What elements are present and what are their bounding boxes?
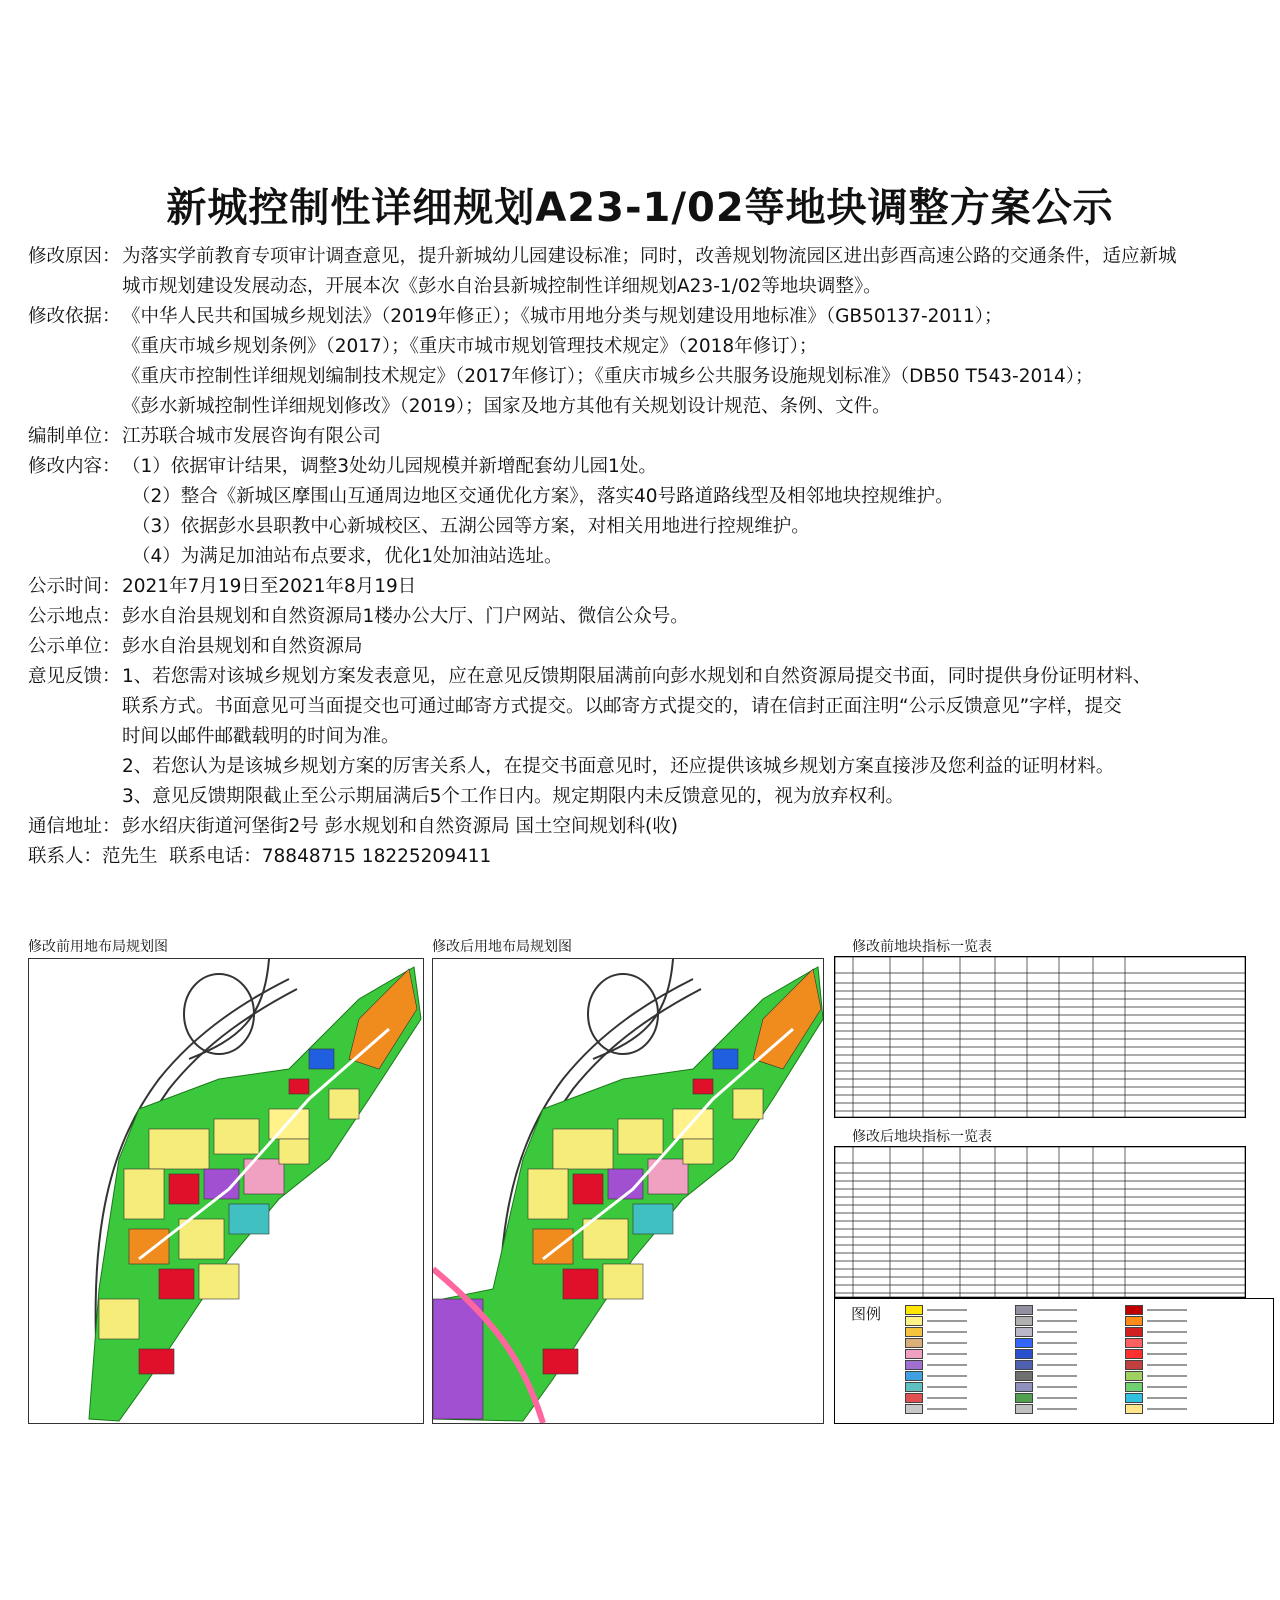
feedback-line: 3、意见反馈期限截止至公示期届满后5个工作日内。规定期限内未反馈意见的，视为放弃权利。	[122, 786, 905, 807]
legend-item	[1015, 1305, 1077, 1315]
legend-label-line	[1037, 1353, 1077, 1355]
before-land-use-map[interactable]	[28, 958, 424, 1424]
feedback-row	[28, 662, 1258, 812]
legend-box	[834, 1298, 1274, 1424]
legend-label-line	[1147, 1386, 1187, 1388]
legend-label-line	[1037, 1397, 1077, 1399]
legend-swatch	[1015, 1371, 1033, 1381]
legend-label-line	[927, 1353, 967, 1355]
legend-swatch	[1125, 1305, 1143, 1315]
legend-label-line	[1147, 1331, 1187, 1333]
content-label: 修改内容：	[28, 456, 121, 477]
legend-item	[905, 1305, 967, 1315]
org-value: 彭水自治县规划和自然资源局	[122, 636, 363, 657]
legend-label-line	[1037, 1342, 1077, 1344]
legend-swatch	[1015, 1404, 1033, 1414]
legend-swatch	[1015, 1393, 1033, 1403]
basis-line: 《彭水新城控制性详细规划修改》（2019）；国家及地方其他有关规划设计规范、条例、文件。	[122, 396, 891, 417]
legend-item	[905, 1371, 967, 1381]
legend-swatch	[905, 1393, 923, 1403]
address-value: 彭水绍庆街道河堡街2号 彭水规划和自然资源局 国土空间规划科(收)	[122, 816, 678, 837]
legend-item	[1015, 1404, 1077, 1414]
after-map-caption: 修改后用地布局规划图	[432, 939, 572, 955]
legend-item	[1015, 1338, 1077, 1348]
legend-swatch	[1015, 1382, 1033, 1392]
legend-swatch	[1015, 1349, 1033, 1359]
legend-swatch	[1015, 1360, 1033, 1370]
time-row	[28, 572, 1258, 602]
basis-line: 《重庆市城乡规划条例》（2017）；《重庆市城市规划管理技术规定》（2018年修订）；	[122, 336, 818, 357]
legend-swatch	[1125, 1349, 1143, 1359]
unit-value: 江苏联合城市发展咨询有限公司	[122, 426, 382, 447]
legend-label-line	[927, 1309, 967, 1311]
legend-label-line	[1147, 1408, 1187, 1410]
reason-row	[28, 242, 1258, 272]
legend-label-line	[927, 1342, 967, 1344]
legend-label-line	[927, 1386, 967, 1388]
reason-label: 修改原因：	[28, 246, 121, 267]
after-indicator-table	[834, 1146, 1246, 1298]
legend-item	[1125, 1305, 1187, 1315]
reason-line: 城市规划建设发展动态，开展本次《彭水自治县新城控制性详细规划A23-1/02等地块调整》。	[122, 276, 882, 297]
content-line: （4）为满足加油站布点要求，优化1处加油站选址。	[132, 546, 563, 567]
legend-label-line	[927, 1320, 967, 1322]
legend-label-line	[1037, 1331, 1077, 1333]
feedback-line: 时间以邮件邮戳载明的时间为准。	[122, 726, 400, 747]
legend-label-line	[1147, 1397, 1187, 1399]
place-row	[28, 602, 1258, 632]
legend-swatch	[1015, 1338, 1033, 1348]
feedback-line: 2、若您认为是该城乡规划方案的厉害关系人，在提交书面意见时，还应提供该城乡规划方案直接涉及您利益的证明材料。	[122, 756, 1115, 777]
basis-line: 《重庆市控制性详细规划编制技术规定》（2017年修订）；《重庆市城乡公共服务设施规划标准》（DB50 T543-2014）；	[122, 366, 1094, 387]
content-line: （1）依据审计结果，调整3处幼儿园规模并新增配套幼儿园1处。	[122, 456, 657, 477]
contact-text: 联系人：范先生 联系电话：78848715 18225209411	[28, 846, 492, 867]
reason-line: 为落实学前教育专项审计调查意见，提升新城幼儿园建设标准；同时，改善规划物流园区进出彭酉高速公路的交通条件，适应新城	[122, 246, 1177, 267]
legend-item	[1125, 1393, 1187, 1403]
page-title: 新城控制性详细规划A23-1/02等地块调整方案公示	[166, 185, 1114, 231]
before-map-caption: 修改前用地布局规划图	[28, 939, 168, 955]
legend-label-line	[1147, 1342, 1187, 1344]
legend-label-line	[1147, 1353, 1187, 1355]
before-table-title: 修改前地块指标一览表	[852, 939, 992, 955]
before-indicator-table	[834, 956, 1246, 1118]
legend-item	[1015, 1316, 1077, 1326]
legend-label-line	[1037, 1386, 1077, 1388]
legend-item	[1125, 1404, 1187, 1414]
feedback-line: 联系方式。书面意见可当面提交也可通过邮寄方式提交。以邮寄方式提交的，请在信封正面注明“公示反馈意见”字样，提交	[122, 696, 1122, 717]
content-line: （2）整合《新城区摩围山互通周边地区交通优化方案》，落实40号路道路线型及相邻地块控规维护。	[132, 486, 954, 507]
address-row	[28, 812, 1258, 842]
legend-item	[1015, 1371, 1077, 1381]
legend-swatch	[1125, 1371, 1143, 1381]
legend-swatch	[1125, 1316, 1143, 1326]
legend-label-line	[1037, 1375, 1077, 1377]
legend-item	[905, 1316, 967, 1326]
legend-item	[905, 1349, 967, 1359]
feedback-label: 意见反馈：	[28, 666, 121, 687]
legend-label-line	[1037, 1364, 1077, 1366]
legend-swatch	[1125, 1404, 1143, 1414]
notice-body	[28, 242, 1258, 872]
legend-item	[1125, 1327, 1187, 1337]
time-value: 2021年7月19日至2021年8月19日	[122, 576, 417, 597]
content-row	[28, 452, 1258, 572]
legend-label-line	[927, 1408, 967, 1410]
legend-swatch	[1125, 1382, 1143, 1392]
org-row	[28, 632, 1258, 662]
legend-swatch	[1015, 1327, 1033, 1337]
legend-label-line	[927, 1397, 967, 1399]
legend-item	[1015, 1360, 1077, 1370]
legend-swatch	[905, 1404, 923, 1414]
content-line: （3）依据彭水县职教中心新城校区、五湖公园等方案，对相关用地进行控规维护。	[132, 516, 810, 537]
basis-label: 修改依据：	[28, 306, 121, 327]
legend-item	[905, 1327, 967, 1337]
basis-row	[28, 302, 1258, 422]
legend-item	[1125, 1360, 1187, 1370]
legend-swatch	[905, 1305, 923, 1315]
legend-label-line	[1147, 1309, 1187, 1311]
before-table-grid	[835, 957, 1245, 1117]
basis-line: 《中华人民共和国城乡规划法》（2019年修正）；《城市用地分类与规划建设用地标准》（GB50137-2011）；	[122, 306, 1003, 327]
unit-row	[28, 422, 1258, 452]
legend-item	[1015, 1382, 1077, 1392]
after-map-graphic	[433, 959, 823, 1423]
before-map-graphic	[29, 959, 423, 1423]
after-land-use-map[interactable]	[432, 958, 824, 1424]
after-table-title: 修改后地块指标一览表	[852, 1129, 992, 1145]
legend-item	[1015, 1393, 1077, 1403]
legend-label-line	[1147, 1375, 1187, 1377]
legend-swatch	[905, 1338, 923, 1348]
legend-swatch	[1125, 1327, 1143, 1337]
legend-swatch	[905, 1360, 923, 1370]
legend-swatch	[1015, 1316, 1033, 1326]
legend-item	[1125, 1371, 1187, 1381]
place-label: 公示地点：	[28, 606, 121, 627]
legend-title: 图例	[851, 1305, 882, 1323]
address-label: 通信地址：	[28, 816, 121, 837]
legend-item	[905, 1338, 967, 1348]
contact-row	[28, 842, 1258, 872]
legend-item	[1015, 1327, 1077, 1337]
legend-swatch	[1125, 1360, 1143, 1370]
legend-label-line	[1147, 1320, 1187, 1322]
legend-item	[1125, 1316, 1187, 1326]
legend-item	[905, 1393, 967, 1403]
place-value: 彭水自治县规划和自然资源局1楼办公大厅、门户网站、微信公众号。	[122, 606, 689, 627]
legend-swatch	[905, 1382, 923, 1392]
legend-label-line	[1037, 1408, 1077, 1410]
legend-label-line	[927, 1375, 967, 1377]
legend-item	[1125, 1338, 1187, 1348]
legend-swatch	[1015, 1305, 1033, 1315]
legend-item	[905, 1382, 967, 1392]
unit-label: 编制单位：	[28, 426, 121, 447]
legend-item	[1015, 1349, 1077, 1359]
legend-swatch	[1125, 1338, 1143, 1348]
legend-label-line	[927, 1331, 967, 1333]
time-label: 公示时间：	[28, 576, 121, 597]
legend-swatch	[905, 1327, 923, 1337]
legend-label-line	[1147, 1364, 1187, 1366]
legend-item	[905, 1360, 967, 1370]
legend-item	[1125, 1382, 1187, 1392]
org-label: 公示单位：	[28, 636, 121, 657]
legend-swatch	[1125, 1393, 1143, 1403]
legend-label-line	[1037, 1309, 1077, 1311]
after-table-grid	[835, 1147, 1245, 1297]
legend-item	[905, 1404, 967, 1414]
legend-swatch	[905, 1316, 923, 1326]
legend-swatch	[905, 1371, 923, 1381]
legend-label-line	[927, 1364, 967, 1366]
legend-label-line	[1037, 1320, 1077, 1322]
legend-swatch	[905, 1349, 923, 1359]
feedback-line: 1、若您需对该城乡规划方案发表意见，应在意见反馈期限届满前向彭水规划和自然资源局提交书面，同时提供身份证明材料、	[122, 666, 1152, 687]
legend-item	[1125, 1349, 1187, 1359]
